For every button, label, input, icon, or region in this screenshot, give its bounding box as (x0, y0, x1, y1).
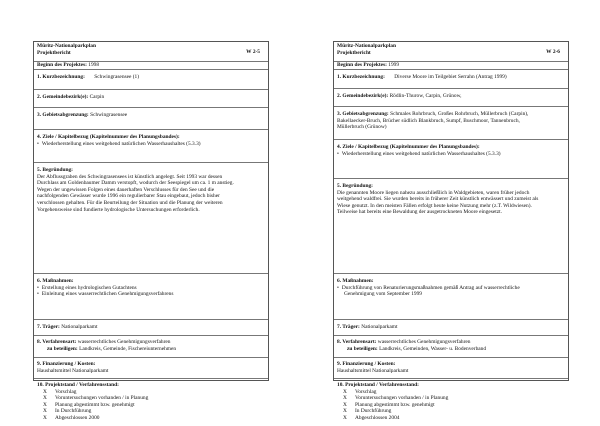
section-procedure (34, 335, 268, 357)
s9-value: Haushaltsmittel Nationalparkamt (37, 367, 109, 374)
s1-label: 1. Kurzbezeichnung: (37, 74, 85, 80)
status-check-mark: X (43, 414, 47, 421)
section-municipality (34, 89, 268, 107)
s3-label: 3. Gebietsabgrenzung: (337, 111, 389, 117)
s5-label: 5. Begründung: (337, 183, 373, 189)
s3-value: Schwingrasensee (90, 112, 128, 118)
project-start-row (334, 61, 568, 69)
s8-label: 8. Verfahrensart: (37, 339, 77, 345)
status-text: Abgeschlossen 2000 (55, 414, 100, 421)
s2-value: Rödlin-Thurow, Carpin, Grünow, (389, 93, 462, 99)
section-goals (34, 129, 268, 162)
section-area (34, 107, 268, 129)
section-justification (34, 162, 268, 273)
s10-label: 10. Projektstand / Verfahrensstand: (337, 382, 419, 388)
start-value: 1999 (388, 62, 400, 68)
status-check-mark: X (43, 388, 47, 395)
project-start-row (34, 61, 268, 69)
section-funding (334, 357, 568, 378)
status-check-mark: X (43, 395, 47, 402)
s1-label: 1. Kurzbezeichnung: (337, 74, 385, 80)
s9-value: Haushaltsmittel Nationalparkamt (337, 367, 409, 374)
status-check-mark: X (343, 395, 347, 402)
justification-line: Wegen der ungewissen Folgen eines dauerhaften Verschlusses für den See und die (37, 186, 215, 193)
s10-label: 10. Projektstand / Verfahrensstand: (37, 382, 119, 388)
section-status (34, 378, 268, 426)
form-header (34, 42, 268, 61)
justification-line: Wiese genutzt. In den meisten Fällen erfolgt heute keine Nutzung mehr (z.T. Wildwiesen). (337, 202, 532, 209)
participants-value: Landkreis, Gemeinden, Wasser- u. Bodenverband (379, 345, 487, 352)
goal-item: • Wiederherstellung eines weitgehend natürlichen Wasserhaushaltes (5.3.3) (37, 141, 265, 148)
participants-label: zu beteiligen: (347, 345, 378, 352)
s6-label: 6. Maßnahmen: (337, 278, 374, 284)
plan-title: Müritz-Nationalparkplan (337, 43, 396, 49)
s9-label: 9. Finanzierung / Kosten: (37, 361, 96, 367)
plan-title: Müritz-Nationalparkplan (37, 43, 96, 49)
status-check-mark: X (43, 401, 47, 408)
justification-line: Der Abflussgraben des Schwingrasensees ist künstlich angelegt. Seit 1993 war dessen (37, 173, 223, 180)
start-label: Beginn des Projektes: (37, 62, 87, 68)
section-justification (334, 178, 568, 273)
project-code: W 2-5 (246, 49, 260, 55)
status-text: Abgeschlossen 2004 (355, 414, 400, 421)
status-text: Voruntersuchungen vorhanden / in Planung (355, 395, 449, 402)
s7-label: 7. Träger: (337, 324, 360, 330)
section-area (334, 106, 568, 139)
s1-value: Diverse Moore im Teilgebiet Serrahn (Antrag 1999) (394, 74, 507, 80)
section-measures (334, 273, 568, 319)
s8-label: 8. Verfahrensart: (337, 339, 377, 345)
s4-label: 4. Ziele / Kapitelbezug (Kapitelnummer des Planungsbandes): (337, 144, 480, 150)
project-report-form-w2-6 (333, 41, 569, 421)
status-text: Vorschlag (355, 388, 377, 395)
status-check-mark: X (343, 401, 347, 408)
s8-value: wasserrechtliches Genehmigungsverfahren (377, 339, 471, 345)
s3-value-line: Schmales Rohrbruch, Großes Rohrbruch, Müllerbruch (Carpin), (390, 111, 529, 117)
s7-label: 7. Träger: (37, 324, 60, 330)
start-value: 1998 (88, 62, 100, 68)
section-measures (34, 273, 268, 319)
status-text: Planung abgestimmt bzw. genehmigt (355, 401, 435, 408)
s2-value: Carpin (89, 94, 105, 100)
status-check-mark: X (343, 388, 347, 395)
justification-line: Teilweise hat bereits eine Bewaldung der ausgetrockneten Moore eingesetzt. (337, 209, 503, 216)
participants-value: Landkreis, Gemeinde, Fischereiunternehmen (79, 345, 177, 352)
s7-value: Nationalparkamt (61, 324, 98, 330)
report-subtitle: Projektbericht (37, 49, 71, 56)
status-check-mark: X (43, 408, 47, 415)
section-status (334, 378, 568, 426)
status-text: In Durchführung (355, 408, 392, 415)
section-short-name (334, 69, 568, 88)
s1-value: Schwingrasensee (1) (94, 74, 140, 80)
project-code: W 2-6 (546, 49, 560, 55)
justification-line: verschlossen gehalten. Für die Beurteilung der Situation und die Planung der weiteren (37, 199, 223, 206)
section-goals (334, 139, 568, 178)
section-sponsor (34, 319, 268, 335)
s3-label: 3. Gebietsabgrenzung: (37, 112, 89, 118)
form-header (334, 42, 568, 61)
status-check-mark: X (343, 408, 347, 415)
s7-value: Nationalparkamt (361, 324, 398, 330)
s5-label: 5. Begründung: (37, 167, 73, 173)
status-text: Voruntersuchungen vorhanden / in Planung (55, 395, 149, 402)
s3-value-line: Bakellaecker-Bruch, Brücher südlich Blankbruch, Sumpf, Buschmoor, Tannenbruch, (337, 117, 520, 124)
status-text: Planung abgestimmt bzw. genehmigt (55, 401, 135, 408)
s4-label: 4. Ziele / Kapitelbezug (Kapitelnummer des Planungsbandes): (37, 134, 180, 140)
status-text: Vorschlag (55, 388, 77, 395)
participants-label: zu beteiligen: (47, 345, 78, 352)
measure-item-continuation: Genehmigung vom September 1999 (344, 291, 423, 298)
s9-label: 9. Finanzierung / Kosten: (337, 361, 396, 367)
s3-value-line: Müllerbruch (Grünow) (337, 124, 387, 131)
report-subtitle: Projektbericht (337, 49, 371, 56)
goal-item: • Wiederherstellung eines weitgehend natürlichen Wasserhaushaltes (5.3.3) (337, 151, 565, 158)
measure-item: • Erstellung eines hydrologischen Gutachtens (37, 285, 265, 292)
s6-label: 6. Maßnahmen: (37, 278, 74, 284)
status-check-mark: X (343, 414, 347, 421)
status-text: In Durchführung (55, 408, 92, 415)
justification-line: Vorgehensweise sind fundierte hydrologische Untersuchungen erforderlich. (37, 206, 200, 213)
section-sponsor (334, 319, 568, 335)
start-label: Beginn des Projektes: (337, 62, 387, 68)
justification-line: weitgehend waldfrei. Sie wurden bereits in früherer Zeit künstlich entwässert und zumeist als (337, 196, 539, 203)
section-procedure (334, 335, 568, 357)
section-municipality (334, 88, 568, 106)
measure-item: • Einleitung eines wasserrechtlichen Genehmigungsverfahrens (37, 291, 265, 298)
section-funding (34, 357, 268, 378)
s2-label: 2. Gemeindebezirk(e): (37, 94, 89, 100)
section-short-name (34, 69, 268, 89)
measure-item: • Durchführung von Renaturierungsmaßnahmen gemäß Antrag auf wasserrechtliche (337, 285, 565, 292)
s8-value: wasserrechtliches Genehmigungsverfahren (77, 339, 171, 345)
project-report-form-w2-5 (33, 41, 269, 421)
justification-line: Die genannten Moore liegen nahezu ausschließlich in Waldgebieten, waren früher jedoch (337, 189, 530, 196)
justification-line: Durchlass am Goldenbaumer Damm verstopft, wodurch der Seespiegel um ca. 1 m anstieg. (37, 180, 234, 187)
justification-line: nachfolgenden Gewässer wurde 1996 ein regulierbarer Stau eingebaut, jedoch bisher (37, 193, 220, 200)
s2-label: 2. Gemeindebezirk(e): (337, 93, 389, 99)
